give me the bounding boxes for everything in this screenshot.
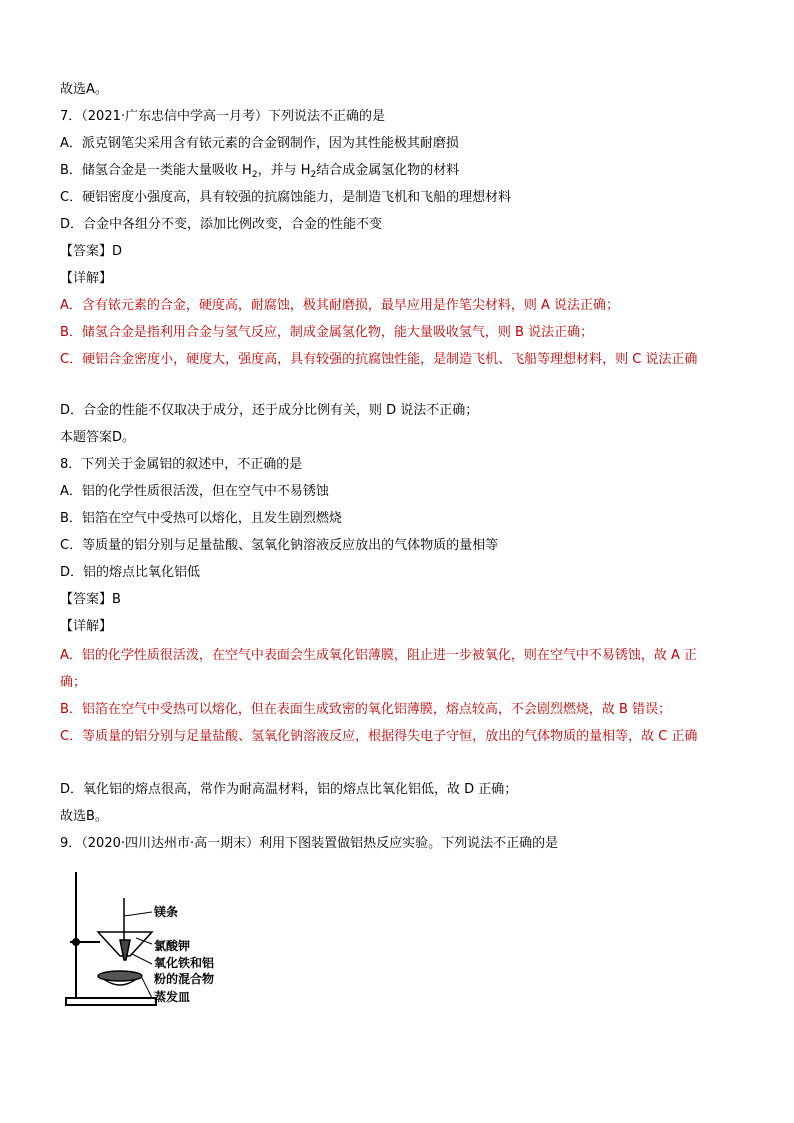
explanation-line: B．铝箔在空气中受热可以熔化，但在表面生成致密的氧化铝薄膜，熔点较高，不会剧烈燃烧，故 B 错误； bbox=[60, 702, 672, 717]
option-b-part: B．储氢合金是一类能大量吸收 H bbox=[60, 163, 252, 178]
thermite-apparatus-figure bbox=[60, 868, 260, 1018]
question-7-option-b bbox=[60, 162, 459, 184]
figure-label-magnesium-ribbon: 镁条 bbox=[154, 905, 179, 919]
explanation-line: A．含有铱元素的合金，硬度高，耐腐蚀，极其耐磨损，最早应用是作笔尖材料，则 A 说法正确； bbox=[60, 298, 620, 313]
conclusion-line: 故选B。 bbox=[60, 809, 108, 824]
question-7-stem: 7．（2021·广东忠信中学高一月考）下列说法不正确的是 bbox=[60, 109, 385, 124]
question-8-option-c: C．等质量的铝分别与足量盐酸、氢氧化钠溶液反应放出的气体物质的量相等 bbox=[60, 538, 499, 553]
funnel bbox=[98, 898, 152, 960]
explanation-label: 【详解】 bbox=[60, 619, 113, 634]
text-line: 故选A。 bbox=[60, 82, 108, 97]
option-b-part: 结合成金属氢化物的材料 bbox=[316, 163, 460, 178]
question-7-option-d: D．合金中各组分不变，添加比例改变，合金的性能不变 bbox=[60, 217, 383, 232]
figure-label-evaporating-dish: 蒸发皿 bbox=[154, 990, 191, 1004]
conclusion-line: 本题答案D。 bbox=[60, 430, 136, 445]
explanation-line: C．等质量的铝分别与足量盐酸、氢氧化钠溶液反应，根据得失电子守恒，放出的气体物质的量相等，故 C 正确 bbox=[60, 729, 698, 744]
answer-label: 【答案】D bbox=[60, 244, 123, 259]
explanation-line: A．铝的化学性质很活泼，在空气中表面会生成氧化铝薄膜，阻止进一步被氧化，则在空气中不易锈蚀，故 A 正 bbox=[60, 648, 698, 663]
option-b-part: ，并与 H bbox=[257, 163, 311, 178]
explanation-line: 确； bbox=[60, 675, 87, 690]
answer-label: 【答案】B bbox=[60, 592, 121, 607]
evaporating-dish bbox=[98, 971, 142, 985]
explanation-line: B．储氢合金是指利用合金与氢气反应，制成金属氢化物，能大量吸收氢气，则 B 说法正确； bbox=[60, 325, 594, 340]
question-8-option-b: B．铝箔在空气中受热可以熔化，且发生剧烈燃烧 bbox=[60, 511, 342, 526]
question-8-option-a: A．铝的化学性质很活泼，但在空气中不易锈蚀 bbox=[60, 484, 329, 499]
question-8-stem: 8．下列关于金属铝的叙述中，不正确的是 bbox=[60, 457, 303, 472]
question-8-option-d: D．铝的熔点比氧化铝低 bbox=[60, 565, 201, 580]
figure-label-mixture-line1: 氧化铁和铝 bbox=[154, 956, 215, 970]
figure-label-mixture-line2: 粉的混合物 bbox=[154, 972, 215, 986]
explanation-line: D．氧化铝的熔点很高，常作为耐高温材料，铝的熔点比氧化铝低，故 D 正确； bbox=[60, 782, 518, 797]
explanation-line: C．硬铝合金密度小，硬度大，强度高，具有较强的抗腐蚀性能，是制造飞机、飞船等理想材料，则 C 说法正确 bbox=[60, 352, 698, 367]
subscript: 2 bbox=[310, 170, 317, 180]
subscript: 2 bbox=[251, 170, 258, 180]
figure-label-potassium-chlorate: 氯酸钾 bbox=[154, 939, 191, 953]
question-7-option-a: A．派克钢笔尖采用含有铱元素的合金钢制作，因为其性能极其耐磨损 bbox=[60, 136, 459, 151]
explanation-label: 【详解】 bbox=[60, 271, 113, 286]
explanation-line: D．合金的性能不仅取决于成分，还于成分比例有关，则 D 说法不正确； bbox=[60, 403, 479, 418]
question-9-stem: 9．（2020·四川达州市·高一期末）利用下图装置做铝热反应实验。下列说法不正确的是 bbox=[60, 836, 559, 851]
question-7-option-c: C．硬铝密度小强度高，具有较强的抗腐蚀能力，是制造飞机和飞船的理想材料 bbox=[60, 190, 512, 205]
